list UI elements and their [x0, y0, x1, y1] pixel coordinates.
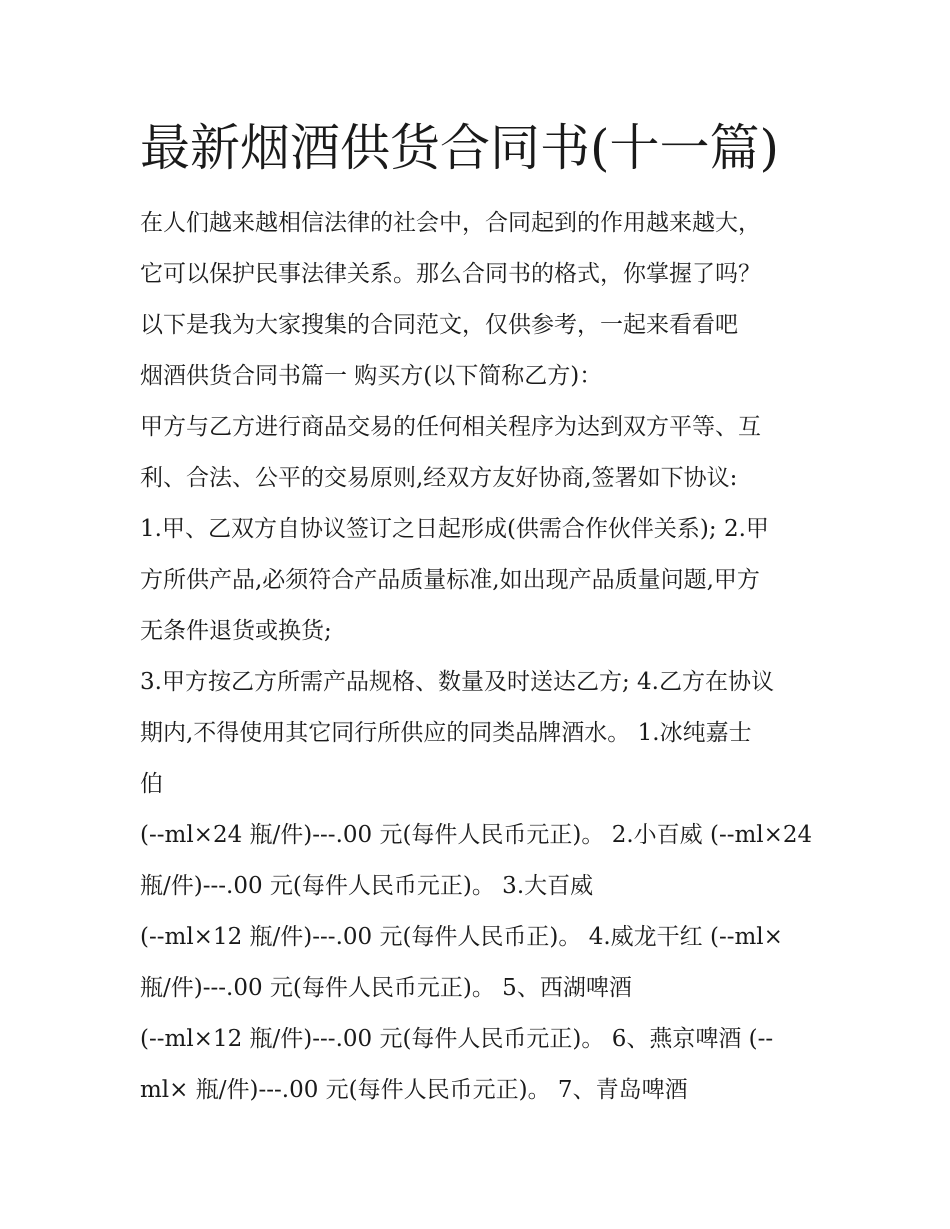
document-title: 最新烟酒供货合同书(十一篇): [140, 119, 780, 177]
body-line: (--ml×12 瓶/件)---.00 元(每件人民币正)。 4.威龙干红 (--ml×: [140, 924, 783, 950]
body-line: 烟酒供货合同书篇一 购买方(以下简称乙方)：: [140, 363, 603, 389]
body-line: 甲方与乙方进行商品交易的任何相关程序为达到双方平等、互: [140, 414, 761, 440]
body-line: (--ml×12 瓶/件)---.00 元(每件人民币元正)。 6、燕京啤酒 (--: [140, 1026, 774, 1052]
body-line: 利、合法、公平的交易原则,经双方友好协商,签署如下协议:: [140, 465, 738, 491]
body-line: 在人们越来越相信法律的社会中，合同起到的作用越来越大，: [140, 210, 761, 236]
body-line: 方所供产品,必须符合产品质量标准,如出现产品质量问题,甲方: [140, 567, 760, 593]
body-line: 瓶/件)---.00 元(每件人民币元正)。 3.大百威: [140, 873, 594, 899]
document-body: [140, 198, 820, 1116]
body-line: 它可以保护民事法律关系。那么合同书的格式，你掌握了吗？: [140, 261, 761, 287]
body-line: 期内,不得使用其它同行所供应的同类品牌酒水。 1.冰纯嘉士: [140, 720, 752, 746]
body-line: (--ml×24 瓶/件)---.00 元(每件人民币元正)。 2.小百威 (--ml×24: [140, 822, 813, 848]
body-line: 3.甲方按乙方所需产品规格、数量及时送达乙方; 4.乙方在协议: [140, 669, 774, 695]
body-line: 伯: [140, 771, 163, 797]
body-line: 以下是我为大家搜集的合同范文，仅供参考，一起来看看吧: [140, 312, 738, 338]
body-line: 1.甲、乙双方自协议签订之日起形成(供需合作伙伴关系); 2.甲: [140, 516, 769, 542]
body-line: 瓶/件)---.00 元(每件人民币元正)。 5、西湖啤酒: [140, 975, 632, 1001]
body-line: ml× 瓶/件)---.00 元(每件人民币元正)。 7、青岛啤酒: [140, 1077, 688, 1103]
body-line: 无条件退货或换货;: [140, 618, 332, 644]
